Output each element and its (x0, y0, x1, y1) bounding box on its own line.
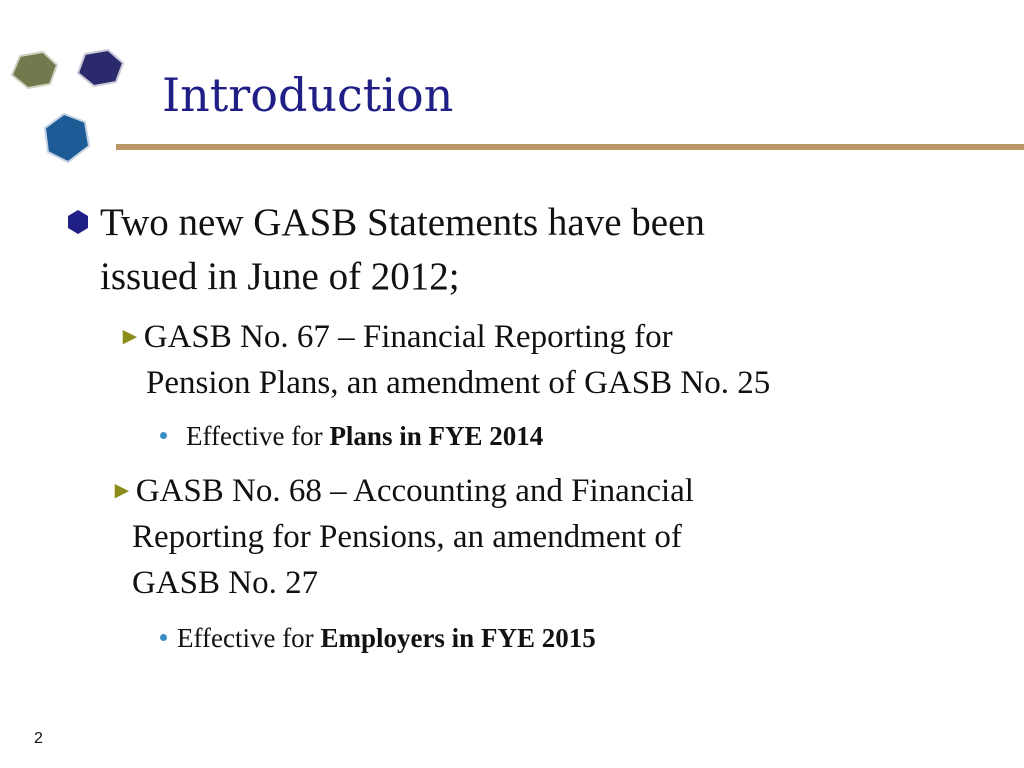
effective-prefix: Effective for (186, 421, 330, 451)
slide-title: Introduction (162, 68, 454, 122)
sub-bullet-line-2: Pension Plans, an amendment of GASB No. 25 (146, 365, 771, 401)
dot-bullet-icon (160, 432, 167, 439)
sub-bullet-line-2: Reporting for Pensions, an amendment of (132, 519, 682, 555)
arrow-bullet-icon: ► (118, 324, 142, 350)
blue-hexagon (45, 114, 89, 162)
sub-bullet-line-1: GASB No. 68 – Accounting and Financial (135, 473, 694, 509)
sub-bullet-gasb-68 (110, 468, 890, 606)
effective-note-gasb-67 (160, 418, 543, 454)
effective-note-gasb-68 (160, 620, 596, 656)
purple-hexagon (78, 50, 123, 86)
main-bullet-text (100, 196, 920, 304)
hexagon-bullet-icon (64, 208, 92, 236)
effective-detail: Employers in FYE 2015 (320, 623, 596, 653)
sub-bullet-line-1: GASB No. 67 – Financial Reporting for (143, 319, 673, 355)
arrow-bullet-icon: ► (110, 478, 134, 504)
page-number: 2 (34, 730, 43, 747)
dot-bullet-icon (160, 634, 167, 641)
effective-detail: Plans in FYE 2014 (329, 421, 544, 451)
main-bullet-line-2: issued in June of 2012; (100, 255, 460, 298)
title-divider (116, 144, 1024, 150)
sub-bullet-gasb-67 (118, 314, 998, 406)
sub-bullet-line-3: GASB No. 27 (132, 565, 319, 601)
main-bullet-line-1: Two new GASB Statements have been (100, 201, 705, 244)
effective-prefix: Effective for (177, 623, 321, 653)
hexagon-logo-icon (10, 48, 150, 168)
